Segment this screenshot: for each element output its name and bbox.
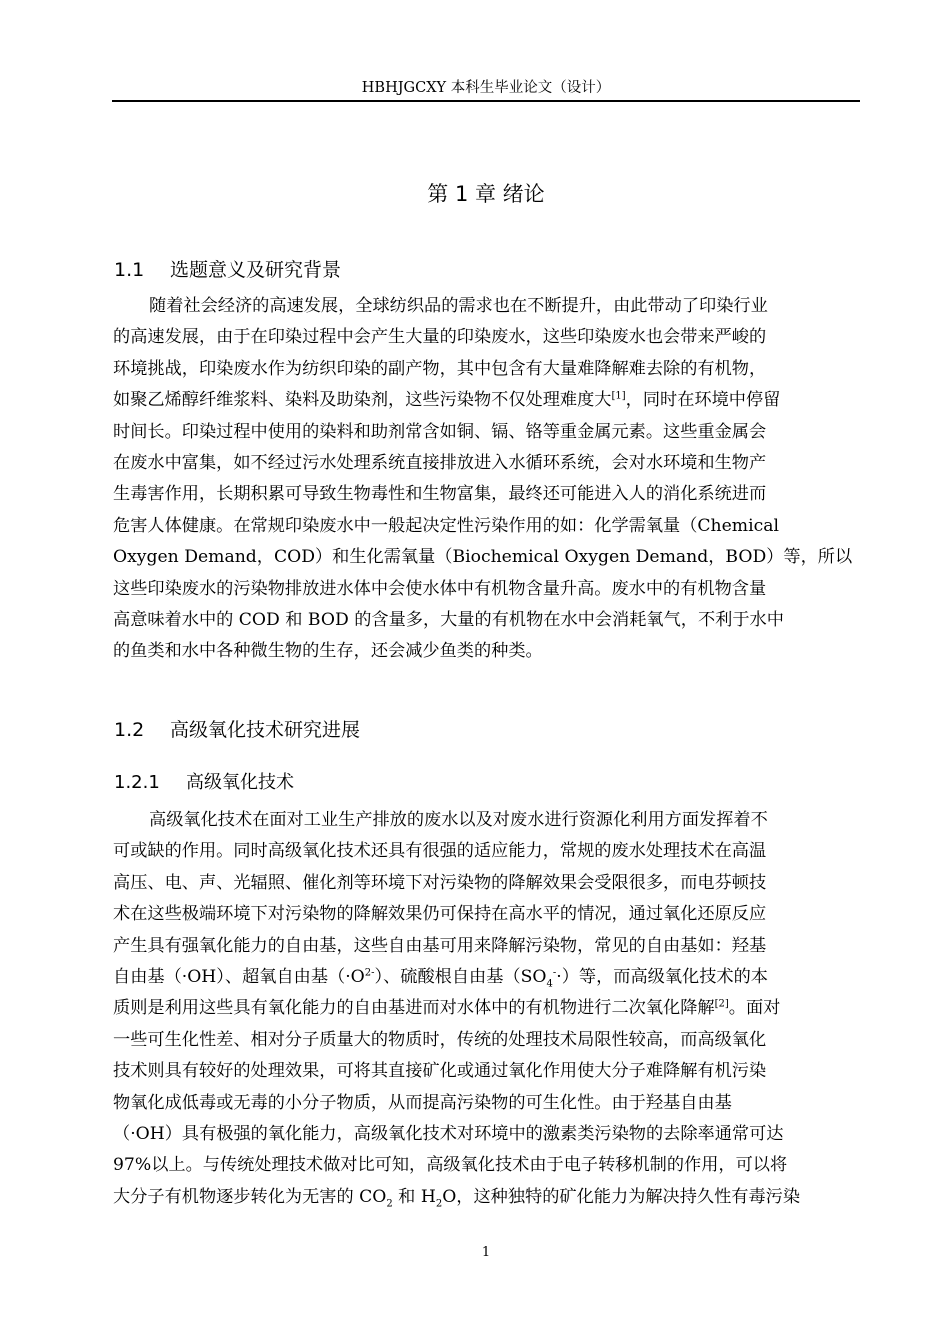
citation-ref[interactable]: [2]	[714, 998, 729, 1010]
text-line	[113, 962, 859, 993]
text-line: 环境挑战，印染废水作为纺织印染的副产物，其中包含有大量难降解难去除的有机物，	[113, 358, 767, 379]
paragraph-background	[113, 291, 859, 668]
text-run: 质则是利用这些具有氧化能力的自由基进而对水体中的有机物进行二次氧化降解	[113, 998, 715, 1019]
text-run: 如聚乙烯醇纤维浆料、染料及助染剂，这些污染物不仅处理难度大	[113, 390, 612, 411]
text-run: ，同时在环境中停留	[625, 390, 781, 411]
superscript: -	[552, 967, 557, 979]
text-line: 高压、电、声、光辐照、催化剂等环境下对污染物的降解效果会受限很多，而电芬顿技	[113, 872, 767, 893]
text-line: 时间长。印染过程中使用的染料和助剂常含如铜、镉、铬等重金属元素。这些重金属会	[113, 421, 767, 442]
text-line: 高级氧化技术在面对工业生产排放的废水以及对废水进行资源化利用方面发挥着不	[149, 810, 768, 830]
text-line: 随着社会经济的高速发展，全球纺织品的需求也在不断提升，由此带动了印染行业	[149, 296, 768, 316]
text-line: 一些可生化性差、相对分子质量大的物质时，传统的处理技术局限性较高，而高级氧化	[113, 1029, 767, 1050]
text-line: 这些印染废水的污染物排放进水体中会使水体中有机物含量升高。废水中的有机物含量	[113, 578, 767, 599]
text-line	[113, 1182, 859, 1213]
subscript: 4	[546, 978, 553, 990]
text-line	[113, 993, 859, 1024]
citation-ref[interactable]: [1]	[611, 390, 626, 402]
subsection-heading-1-2-1	[114, 768, 294, 794]
text-line: 危害人体健康。在常规印染废水中一般起决定性污染作用的如：化学需氧量（Chemical	[113, 515, 779, 536]
text-line: 97%以上。与传统处理技术做对比可知，高级氧化技术由于电子转移机制的作用，可以将	[113, 1155, 788, 1176]
text-line: 术在这些极端环境下对污染物的降解效果仍可保持在高水平的情况，通过氧化还原反应	[113, 904, 767, 925]
text-line: 技术则具有较好的处理效果，可将其直接矿化或通过氧化作用使大分子难降解有机污染	[113, 1061, 767, 1082]
section-number: 1.2.1	[114, 772, 160, 793]
section-title: 选题意义及研究背景	[170, 259, 342, 281]
text-run: 。面对	[728, 998, 781, 1019]
text-line: 生毒害作用，长期积累可导致生物毒性和生物富集，最终还可能进入人的消化系统进而	[113, 484, 767, 505]
chapter-title: 第 1 章 绪论	[427, 182, 545, 206]
text-run: 和 H	[392, 1186, 436, 1207]
text-line: 物氧化成低毒或无毒的小分子物质，从而提高污染物的可生化性。由于羟基自由基	[113, 1092, 732, 1113]
section-title: 高级氧化技术研究进展	[170, 719, 361, 741]
section-heading-1-1	[114, 255, 341, 282]
section-title: 高级氧化技术	[186, 772, 294, 793]
text-line	[113, 385, 859, 416]
superscript: 2-	[364, 967, 375, 979]
subscript: 2	[386, 1198, 393, 1210]
header-rule	[112, 100, 860, 102]
text-run: ·）等，而高级氧化技术的本	[556, 966, 768, 987]
text-line: （·OH）具有极强的氧化能力，高级氧化技术对环境中的激素类污染物的去除率通常可达	[113, 1123, 784, 1144]
text-line: 高意味着水中的 COD 和 BOD 的含量多，大量的有机物在水中会消耗氧气，不利于水中	[113, 609, 784, 630]
page-number: 1	[481, 1245, 491, 1260]
text-line: 的高速发展，由于在印染过程中会产生大量的印染废水，这些印染废水也会带来严峻的	[113, 327, 767, 348]
paragraph-aop	[113, 805, 859, 1213]
text-line: 的鱼类和水中各种微生物的生存，还会减少鱼类的种类。	[113, 641, 543, 662]
text-line: 产生具有强氧化能力的自由基，这些自由基可用来降解污染物，常见的自由基如：羟基	[113, 935, 767, 956]
text-run: 大分子有机物逐步转化为无害的 CO	[113, 1186, 387, 1207]
text-line: 可或缺的作用。同时高级氧化技术还具有很强的适应能力，常规的废水处理技术在高温	[113, 841, 767, 862]
page-header: HBHJGCXY 本科生毕业论文（设计）	[361, 80, 611, 96]
text-line: 在废水中富集，如不经过污水处理系统直接排放进入水循环系统，会对水环境和生物产	[113, 452, 767, 473]
text-run: O，这种独特的矿化能力为解决持久性有毒污染	[442, 1186, 801, 1207]
text-line: Oxygen Demand，COD）和生化需氧量（Biochemical Oxygen Demand，BOD）等，所以	[113, 547, 853, 568]
section-number: 1.2	[114, 719, 145, 741]
text-run: 自由基（·OH）、超氧自由基（·O	[113, 966, 365, 987]
subscript: 2	[435, 1198, 443, 1210]
section-heading-1-2	[114, 715, 360, 742]
text-run: ）、硫酸根自由基（SO	[374, 966, 547, 987]
section-number: 1.1	[114, 259, 145, 281]
